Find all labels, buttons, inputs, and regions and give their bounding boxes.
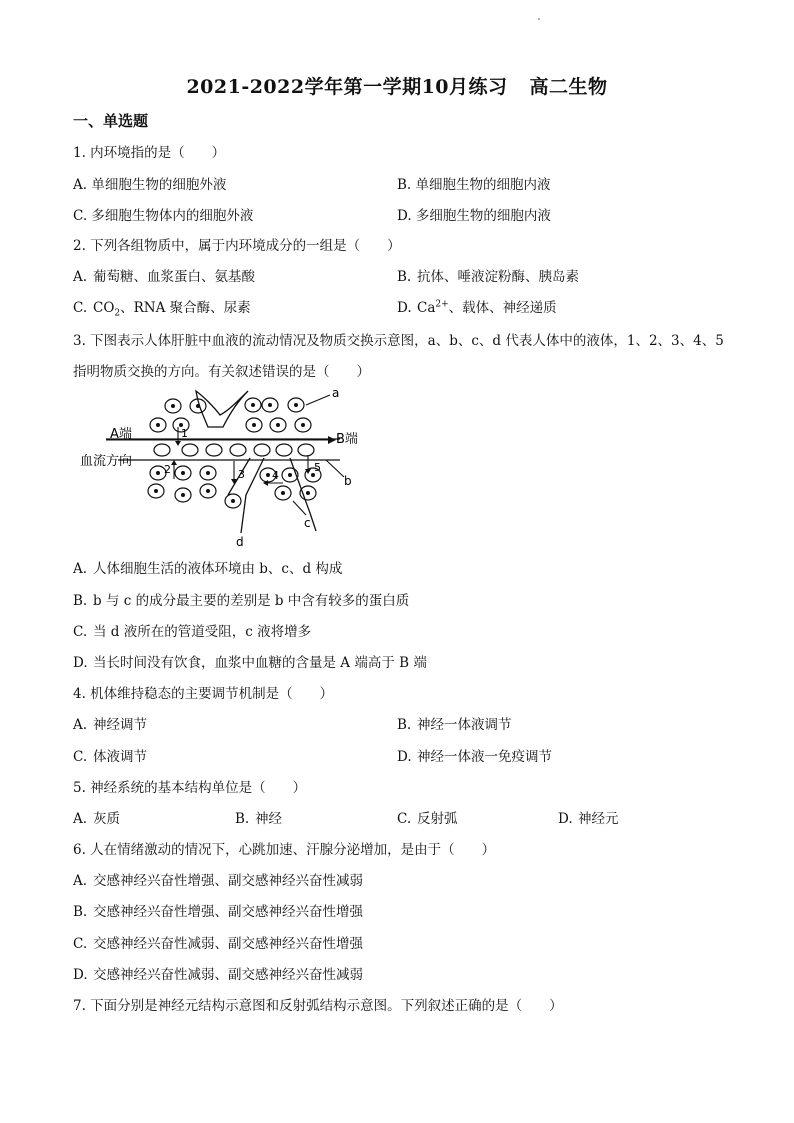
option-key: B. <box>397 269 412 285</box>
q2-option-a[interactable] <box>73 265 255 285</box>
red-blood-cell <box>298 444 314 456</box>
option-text: 葡萄糖、血浆蛋白、氨基酸 <box>93 269 255 285</box>
label-b-leader <box>326 460 344 477</box>
q4-option-b[interactable] <box>397 713 512 733</box>
option-text-post: 、载体、神经递质 <box>448 300 557 316</box>
option-text: 交感神经兴奋性减弱、副交感神经兴奋性增强 <box>93 936 363 952</box>
q5-option-d[interactable] <box>558 807 619 827</box>
q6-option-c[interactable] <box>73 932 363 952</box>
option-text: 灰质 <box>93 811 120 827</box>
label-a-leader <box>306 395 330 405</box>
label-number-3: 3 <box>238 468 245 481</box>
q1-option-d[interactable]: D. 多细胞生物的细胞内液 <box>397 208 551 224</box>
option-key: B. <box>235 811 250 827</box>
q5-option-a[interactable] <box>73 807 120 827</box>
option-key: A. <box>73 873 88 889</box>
label-number-2: 2 <box>164 463 171 476</box>
option-text: 神经一体液调节 <box>417 717 512 733</box>
option-text-pre: CO <box>93 300 115 316</box>
option-text: 体液调节 <box>93 749 147 765</box>
label-number-5: 5 <box>314 461 321 474</box>
option-key: C. <box>73 936 88 952</box>
red-blood-cell <box>254 444 270 456</box>
flow-arrow-head <box>328 436 336 444</box>
option-key: D. <box>73 655 88 671</box>
option-text: 当 d 液所在的管道受阻，c 液将增多 <box>93 624 312 640</box>
option-text: 当长时间没有饮食，血浆中血糖的含量是 A 端高于 B 端 <box>93 655 427 671</box>
option-key: B. <box>73 904 88 920</box>
q1-option-b[interactable]: B. 单细胞生物的细胞内液 <box>397 177 551 193</box>
q6-option-a[interactable] <box>73 869 363 889</box>
q3-option-d[interactable] <box>73 651 427 671</box>
q6-option-b[interactable] <box>73 900 363 920</box>
option-text: 神经一体液一免疫调节 <box>417 749 552 765</box>
option-text: 交感神经兴奋性增强、副交感神经兴奋性减弱 <box>93 873 363 889</box>
option-text: 人体细胞生活的液体环境由 b、c、d 构成 <box>93 561 343 577</box>
option-key: B. <box>73 593 88 609</box>
option-text-post: 、RNA 聚合酶、尿素 <box>120 300 251 316</box>
option-text: 交感神经兴奋性增强、副交感神经兴奋性增强 <box>93 904 363 920</box>
q5-option-c[interactable] <box>397 807 458 827</box>
red-blood-cell <box>182 444 198 456</box>
q4-stem: 4. 机体维持稳态的主要调节机制是（ ） <box>73 686 334 702</box>
option-key: C. <box>73 300 88 316</box>
q7-stem: 7. 下面分别是神经元结构示意图和反射弧结构示意图。下列叙述正确的是（ ） <box>73 998 563 1014</box>
q1-option-c[interactable]: C. 多细胞生物体内的细胞外液 <box>73 208 254 224</box>
label-a: a <box>332 386 340 400</box>
option-text: 神经调节 <box>93 717 147 733</box>
option-key: A. <box>73 717 88 733</box>
option-text: 反射弧 <box>417 811 458 827</box>
q3-stem-line2: 指明物质交换的方向。有关叙述错误的是（ ） <box>73 364 370 380</box>
q4-option-d[interactable] <box>397 745 552 765</box>
q2-option-d[interactable] <box>397 296 557 316</box>
label-c: c <box>304 516 311 530</box>
option-key: A. <box>73 269 88 285</box>
q2-option-b[interactable] <box>397 265 579 285</box>
label-c-leader <box>293 501 306 515</box>
title-main: 2021-2022学年第一学期10月练习 <box>186 76 508 98</box>
q6-option-d[interactable] <box>73 963 363 983</box>
option-text: 抗体、唾液淀粉酶、胰岛素 <box>417 269 579 285</box>
q2-option-c[interactable] <box>73 296 251 319</box>
q5-stem: 5. 神经系统的基本结构单位是（ ） <box>73 780 307 796</box>
label-number-4: 4 <box>272 469 279 482</box>
q3-option-c[interactable] <box>73 620 311 640</box>
option-text-sub: 2 <box>114 308 121 319</box>
red-blood-cell <box>276 444 292 456</box>
label-b-end: B端 <box>336 432 358 447</box>
option-key: A. <box>73 811 88 827</box>
label-number-1: 1 <box>181 427 188 440</box>
option-key: A. <box>73 561 88 577</box>
option-text: 神经元 <box>578 811 619 827</box>
label-a-end: A端 <box>110 427 132 442</box>
option-text: b 与 c 的成分最主要的差别是 b 中含有较多的蛋白质 <box>93 593 410 609</box>
liver-blood-exchange-diagram <box>78 383 368 551</box>
option-text: 交感神经兴奋性减弱、副交感神经兴奋性减弱 <box>93 967 363 983</box>
option-key: D. <box>397 749 412 765</box>
q1-option-a[interactable]: A. 单细胞生物的细胞外液 <box>73 177 227 193</box>
title-subject: 高二生物 <box>529 76 608 98</box>
option-key: C. <box>73 749 88 765</box>
q2-stem: 2. 下列各组物质中，属于内环境成分的一组是（ ） <box>73 238 401 254</box>
q4-option-a[interactable] <box>73 713 147 733</box>
q5-option-b[interactable] <box>235 807 282 827</box>
q1-stem: 1. 内环境指的是（ ） <box>73 145 226 161</box>
q3-option-b[interactable] <box>73 589 409 609</box>
q4-option-c[interactable] <box>73 745 147 765</box>
option-key: D. <box>73 967 88 983</box>
option-key: D. <box>558 811 573 827</box>
page-title <box>0 72 794 99</box>
option-text-pre: Ca <box>417 300 436 316</box>
option-text: 神经 <box>255 811 282 827</box>
q3-stem-line1: 3. 下图表示人体肝脏中血液的流动情况及物质交换示意图，a、b、c、d 代表人体中的液体，1、2、3、4、5 <box>73 333 724 349</box>
label-b: b <box>344 474 352 488</box>
red-blood-cell <box>230 444 246 456</box>
q3-option-a[interactable] <box>73 557 342 577</box>
red-blood-cell <box>206 444 222 456</box>
red-blood-cell <box>154 444 170 456</box>
page-speck <box>538 18 540 20</box>
label-d: d <box>236 535 244 549</box>
section-heading: 一、单选题 <box>73 112 149 130</box>
option-key: B. <box>397 717 412 733</box>
option-text-sup: 2+ <box>435 299 449 310</box>
lymph-capillary <box>196 391 248 427</box>
option-key: C. <box>73 624 88 640</box>
option-key: D. <box>397 300 412 316</box>
option-key: C. <box>397 811 412 827</box>
label-flow-direction: 血流方向 <box>80 454 133 469</box>
q6-stem: 6. 人在情绪激动的情况下，心跳加速、汗腺分泌增加，是由于（ ） <box>73 842 496 858</box>
